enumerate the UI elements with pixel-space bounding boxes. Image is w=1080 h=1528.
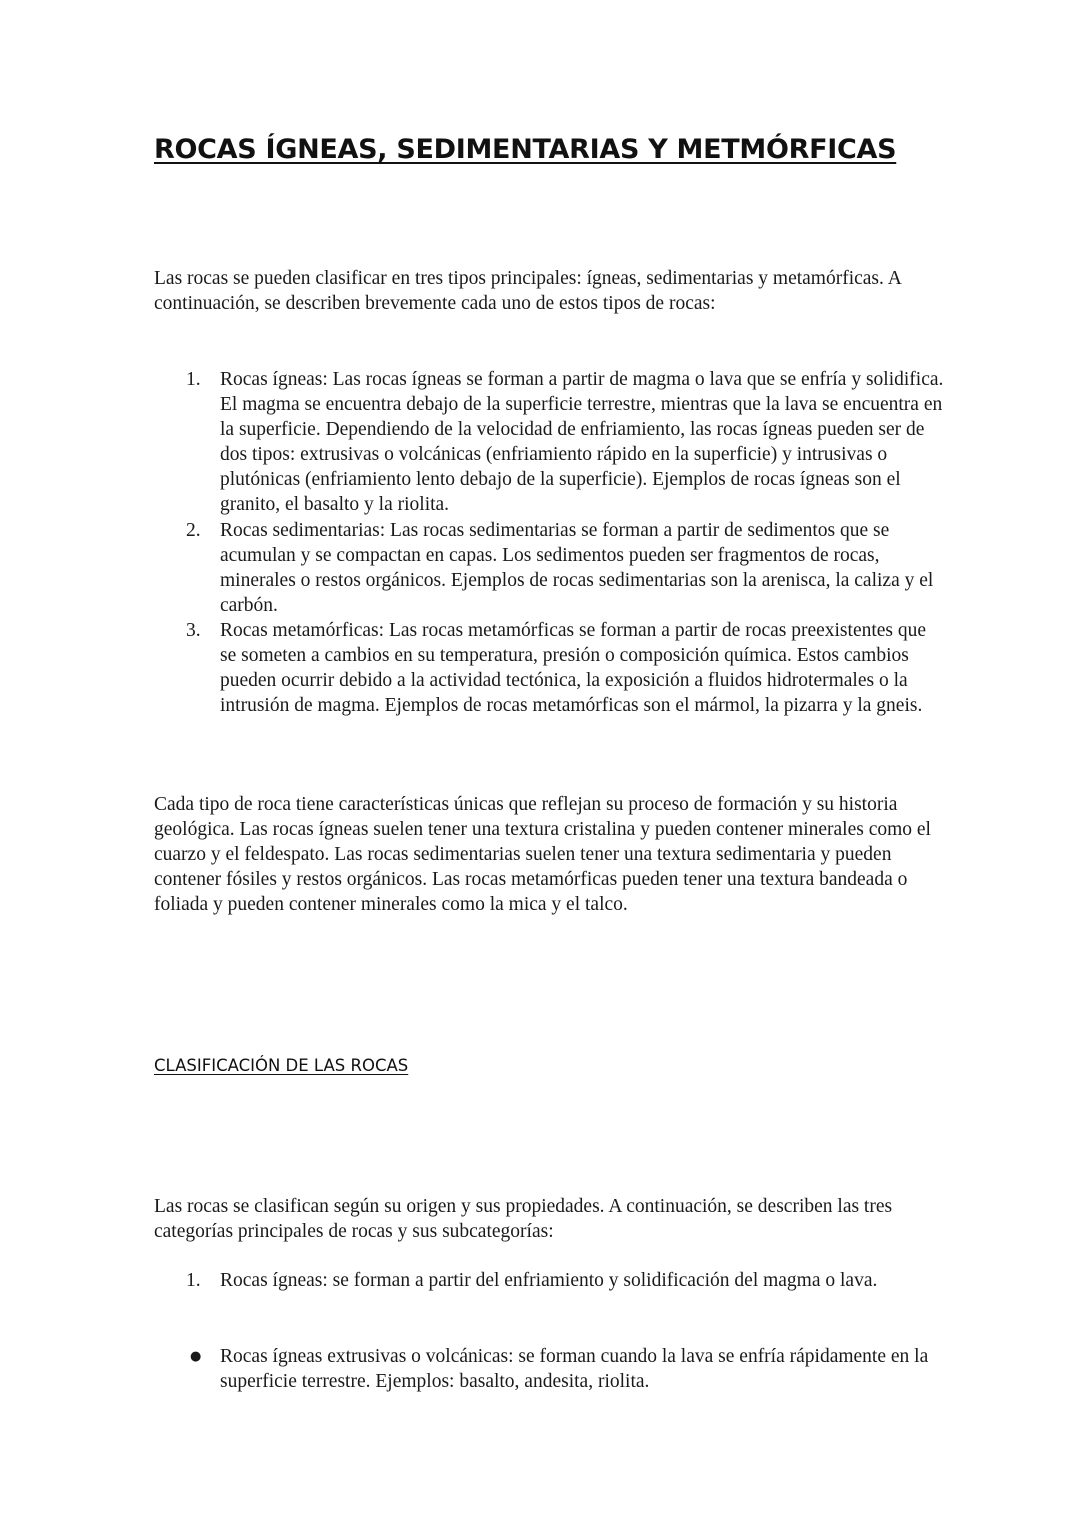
list-item-text: Rocas ígneas: se forman a partir del enfriamiento y solidificación del magma o lava. bbox=[220, 1270, 878, 1291]
list-item-number: 3. bbox=[186, 619, 201, 641]
list-item-text: Rocas metamórficas: Las rocas metamórficas se forman a partir de rocas preexistentes que se someten a cambios en su temperatura, presión o composición química. Estos cambios pueden ocurrir debido a la actividad tectónica, la exposición a fluidos hidrotermales o la intrusión de magma. Ejemplos de rocas metamórficas son el mármol, la pizarra y la gneis. bbox=[220, 619, 927, 717]
classification-list bbox=[154, 1268, 944, 1293]
classification-intro-paragraph: Las rocas se clasifican según su origen y sus propiedades. A continuación, se describen las tres categorías principales de rocas y sus subcategorías: bbox=[154, 1196, 893, 1243]
document-title: ROCAS ÍGNEAS, SEDIMENTARIAS Y METMÓRFICAS bbox=[154, 134, 897, 165]
subcategory-bullet-list bbox=[154, 1344, 944, 1394]
list-item-number: 1. bbox=[186, 1270, 201, 1291]
list-item-number: 2. bbox=[186, 519, 201, 541]
list-item-text: Rocas ígneas extrusivas o volcánicas: se forman cuando la lava se enfría rápidamente en la superficie terrestre. Ejemplos: basalto, andesita, riolita. bbox=[220, 1346, 929, 1393]
list-item bbox=[154, 1268, 944, 1293]
rock-types-list bbox=[154, 367, 944, 718]
summary-paragraph: Cada tipo de roca tiene características únicas que reflejan su proceso de formación y su historia geológica. Las rocas ígneas suelen tener una textura cristalina y pueden contener minerales como el cuarzo y el feldespato. Las rocas sedimentarias suelen tener una textura sedimentaria y pueden contener fósiles y restos orgánicos. Las rocas metamórficas pueden tener una textura bandeada o foliada y pueden contener minerales como la mica y el talco. bbox=[154, 794, 931, 916]
list-item bbox=[154, 367, 944, 518]
bullet-icon: ● bbox=[190, 1349, 202, 1364]
intro-paragraph: Las rocas se pueden clasificar en tres tipos principales: ígneas, sedimentarias y metamórficas. A continuación, se describen brevemente cada uno de estos tipos de rocas: bbox=[154, 268, 901, 315]
list-item bbox=[154, 1344, 944, 1394]
list-item-number: 1. bbox=[186, 369, 201, 390]
list-item bbox=[154, 518, 944, 618]
list-item-text: Rocas sedimentarias: Las rocas sedimentarias se forman a partir de sedimentos que se acumulan y se compactan en capas. Los sedimentos pueden ser fragmentos de rocas, minerales o restos orgánicos. Ejemplos de rocas sedimentarias son la arenisca, la caliza y el carbón. bbox=[220, 519, 934, 616]
list-item bbox=[154, 618, 944, 718]
list-item-text: Rocas ígneas: Las rocas ígneas se forman a partir de magma o lava que se enfría y solidifica. El magma se encuentra debajo de la superficie terrestre, mientras que la lava se encuentra en la superficie. Dependiendo de la velocidad de enfriamiento, las rocas ígneas pueden ser de dos tipos: extrusivas o volcánicas (enfriamiento rápido en la superficie) y intrusivas o plutónicas (enfriamiento lento debajo de la superficie). Ejemplos de rocas ígneas son el granito, el basalto y la riolita. bbox=[220, 369, 944, 516]
section-heading: CLASIFICACIÓN DE LAS ROCAS bbox=[154, 1056, 409, 1075]
